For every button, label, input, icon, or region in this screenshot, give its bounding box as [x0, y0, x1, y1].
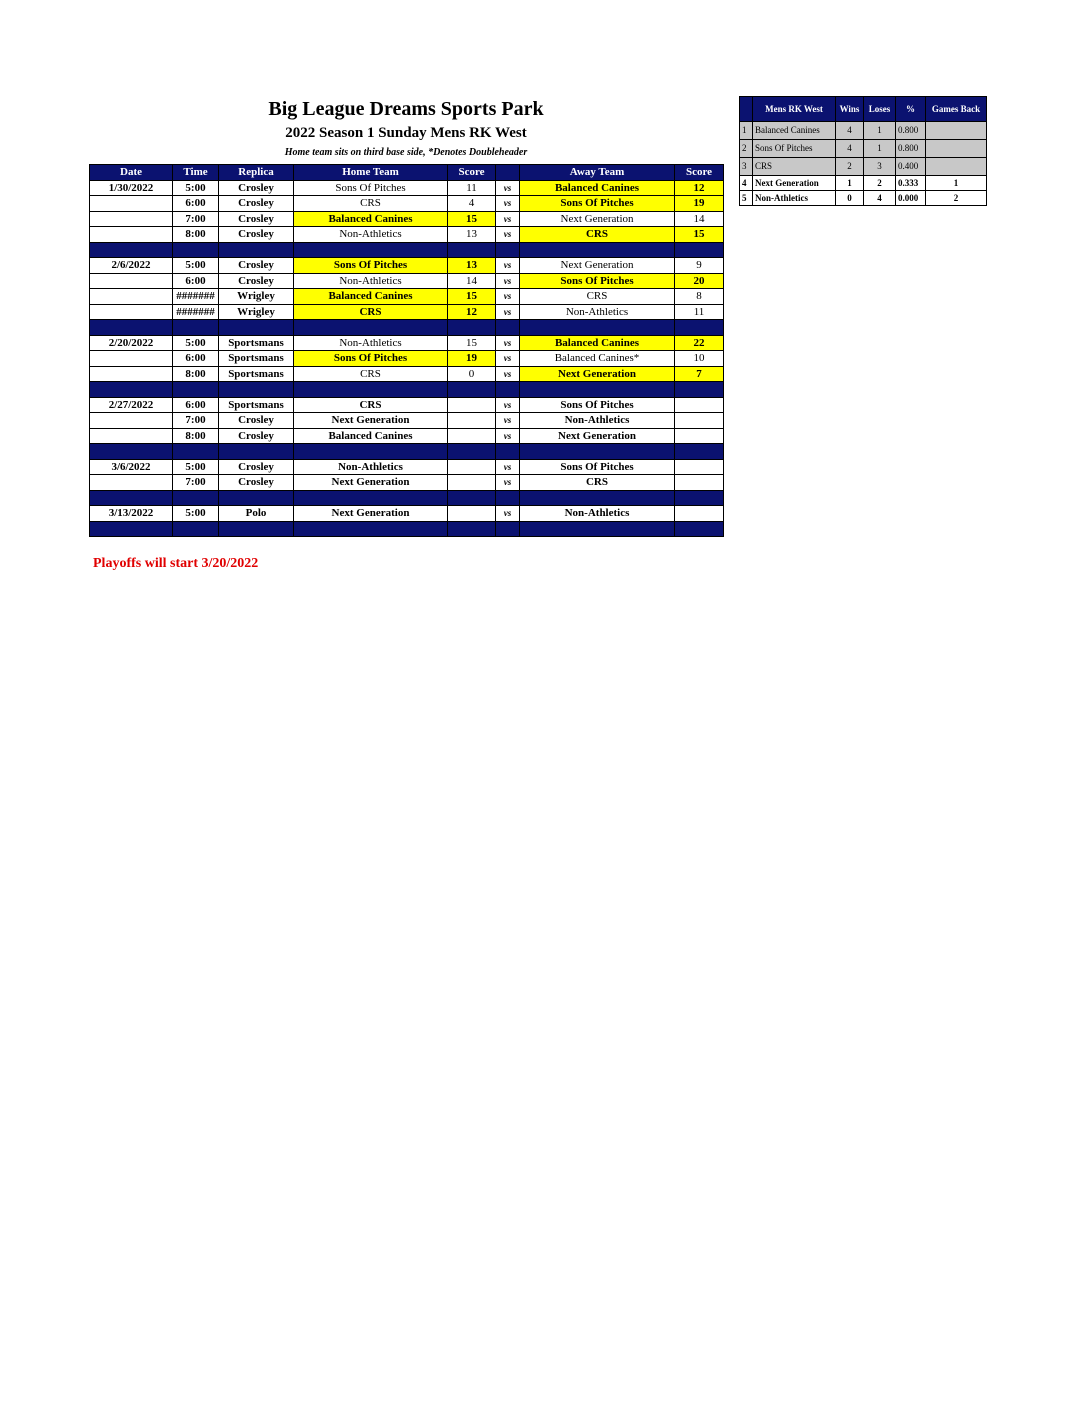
game-time: 6:00 — [173, 351, 219, 367]
separator-cell — [294, 490, 448, 506]
separator-cell — [520, 490, 675, 506]
home-team: CRS — [294, 397, 448, 413]
game-date — [90, 351, 173, 367]
page-title: Big League Dreams Sports Park — [268, 98, 544, 120]
standings-row — [740, 191, 987, 206]
separator-cell — [173, 382, 219, 398]
game-date — [90, 428, 173, 444]
team-wins: 4 — [836, 122, 864, 140]
home-score: 15 — [448, 289, 496, 305]
game-field: Crosley — [219, 258, 294, 274]
vs-label: vs — [496, 351, 520, 367]
vs-label: vs — [496, 366, 520, 382]
game-row — [90, 506, 724, 522]
separator-cell — [173, 490, 219, 506]
col-vs-header — [496, 165, 520, 181]
separator-cell — [520, 242, 675, 258]
home-score — [448, 506, 496, 522]
away-score: 7 — [675, 366, 724, 382]
away-team: Non-Athletics — [520, 506, 675, 522]
team-games-back — [926, 140, 987, 158]
col-away-team-header: Away Team — [520, 165, 675, 181]
home-team: Non-Athletics — [294, 227, 448, 243]
col-time-header: Time — [173, 165, 219, 181]
week-separator-row — [90, 521, 724, 537]
standings-division-header: Mens RK West — [753, 97, 836, 122]
home-score — [448, 413, 496, 429]
home-team: Sons Of Pitches — [294, 351, 448, 367]
game-row — [90, 273, 724, 289]
away-team: CRS — [520, 227, 675, 243]
game-field: Crosley — [219, 180, 294, 196]
team-rank: 3 — [740, 158, 753, 176]
schedule-body — [90, 180, 724, 537]
vs-label: vs — [496, 304, 520, 320]
team-name: Non-Athletics — [753, 191, 836, 206]
vs-label: vs — [496, 335, 520, 351]
vs-label: vs — [496, 413, 520, 429]
away-team: Sons Of Pitches — [520, 273, 675, 289]
separator-cell — [294, 521, 448, 537]
game-time: 6:00 — [173, 273, 219, 289]
home-team: Non-Athletics — [294, 459, 448, 475]
separator-cell — [219, 444, 294, 460]
game-time: 5:00 — [173, 459, 219, 475]
home-team: CRS — [294, 366, 448, 382]
game-field: Crosley — [219, 273, 294, 289]
game-time: 5:00 — [173, 180, 219, 196]
standings-wins-header: Wins — [836, 97, 864, 122]
separator-cell — [173, 521, 219, 537]
away-score — [675, 413, 724, 429]
home-team: Next Generation — [294, 413, 448, 429]
team-rank: 4 — [740, 176, 753, 191]
away-score: 8 — [675, 289, 724, 305]
game-date: 3/13/2022 — [90, 506, 173, 522]
home-score: 0 — [448, 366, 496, 382]
schedule-note: Home team sits on third base side, *Denotes Doubleheader — [284, 147, 528, 158]
game-time: ####### — [173, 304, 219, 320]
schedule-header-row — [90, 165, 724, 181]
separator-cell — [675, 320, 724, 336]
home-score: 15 — [448, 335, 496, 351]
away-team: Next Generation — [520, 366, 675, 382]
game-date: 3/6/2022 — [90, 459, 173, 475]
away-score — [675, 475, 724, 491]
game-time: 7:00 — [173, 475, 219, 491]
home-score: 14 — [448, 273, 496, 289]
home-score — [448, 397, 496, 413]
team-wins: 2 — [836, 158, 864, 176]
team-wins: 1 — [836, 176, 864, 191]
separator-cell — [675, 444, 724, 460]
separator-cell — [448, 242, 496, 258]
game-time: 7:00 — [173, 413, 219, 429]
col-home-team-header: Home Team — [294, 165, 448, 181]
game-row — [90, 227, 724, 243]
home-team: Non-Athletics — [294, 273, 448, 289]
game-date — [90, 196, 173, 212]
team-pct: 0.800 — [896, 140, 926, 158]
page-subtitle: 2022 Season 1 Sunday Mens RK West — [285, 125, 527, 141]
game-date: 2/20/2022 — [90, 335, 173, 351]
home-score: 19 — [448, 351, 496, 367]
team-loses: 4 — [864, 191, 896, 206]
game-time: 8:00 — [173, 366, 219, 382]
separator-cell — [90, 382, 173, 398]
separator-cell — [448, 382, 496, 398]
game-row — [90, 211, 724, 227]
separator-cell — [496, 521, 520, 537]
vs-label: vs — [496, 397, 520, 413]
col-date-header: Date — [90, 165, 173, 181]
separator-cell — [520, 521, 675, 537]
vs-label: vs — [496, 180, 520, 196]
game-row — [90, 196, 724, 212]
standings-gb-header: Games Back — [926, 97, 987, 122]
team-loses: 1 — [864, 122, 896, 140]
standings-row — [740, 176, 987, 191]
separator-cell — [294, 444, 448, 460]
vs-label: vs — [496, 196, 520, 212]
team-wins: 0 — [836, 191, 864, 206]
game-date — [90, 475, 173, 491]
vs-label: vs — [496, 475, 520, 491]
week-separator-row — [90, 490, 724, 506]
away-team: CRS — [520, 289, 675, 305]
game-date — [90, 413, 173, 429]
team-pct: 0.400 — [896, 158, 926, 176]
game-row — [90, 413, 724, 429]
game-date: 2/6/2022 — [90, 258, 173, 274]
week-separator-row — [90, 444, 724, 460]
week-separator-row — [90, 382, 724, 398]
separator-cell — [496, 444, 520, 460]
game-field: Crosley — [219, 227, 294, 243]
game-field: Sportsmans — [219, 397, 294, 413]
game-field: Sportsmans — [219, 351, 294, 367]
separator-cell — [675, 521, 724, 537]
away-score: 15 — [675, 227, 724, 243]
away-score: 9 — [675, 258, 724, 274]
team-games-back — [926, 122, 987, 140]
team-games-back — [926, 158, 987, 176]
separator-cell — [173, 242, 219, 258]
home-score: 12 — [448, 304, 496, 320]
away-team: Next Generation — [520, 211, 675, 227]
away-score: 11 — [675, 304, 724, 320]
game-field: Sportsmans — [219, 366, 294, 382]
away-team: Sons Of Pitches — [520, 196, 675, 212]
game-field: Crosley — [219, 196, 294, 212]
away-team: Balanced Canines* — [520, 351, 675, 367]
standings-body — [740, 122, 987, 206]
separator-cell — [173, 320, 219, 336]
week-separator-row — [90, 242, 724, 258]
separator-cell — [675, 382, 724, 398]
game-row — [90, 258, 724, 274]
separator-cell — [496, 382, 520, 398]
game-date — [90, 211, 173, 227]
separator-cell — [520, 444, 675, 460]
standings-rank-header — [740, 97, 753, 122]
team-name: Balanced Canines — [753, 122, 836, 140]
home-team: Balanced Canines — [294, 289, 448, 305]
game-row — [90, 289, 724, 305]
week-separator-row — [90, 320, 724, 336]
game-row — [90, 304, 724, 320]
game-field: Polo — [219, 506, 294, 522]
away-score: 12 — [675, 180, 724, 196]
home-team: Balanced Canines — [294, 211, 448, 227]
separator-cell — [219, 490, 294, 506]
home-score: 13 — [448, 227, 496, 243]
home-team: CRS — [294, 304, 448, 320]
separator-cell — [294, 242, 448, 258]
team-rank: 5 — [740, 191, 753, 206]
game-date: 1/30/2022 — [90, 180, 173, 196]
game-date — [90, 366, 173, 382]
game-time: 8:00 — [173, 227, 219, 243]
team-pct: 0.800 — [896, 122, 926, 140]
col-replica-header: Replica — [219, 165, 294, 181]
separator-cell — [496, 490, 520, 506]
home-team: Sons Of Pitches — [294, 258, 448, 274]
away-team: Balanced Canines — [520, 335, 675, 351]
team-rank: 1 — [740, 122, 753, 140]
game-time: 6:00 — [173, 397, 219, 413]
vs-label: vs — [496, 289, 520, 305]
game-field: Crosley — [219, 475, 294, 491]
game-time: 8:00 — [173, 428, 219, 444]
away-team: Non-Athletics — [520, 413, 675, 429]
game-date — [90, 227, 173, 243]
standings-pct-header: % — [896, 97, 926, 122]
separator-cell — [520, 320, 675, 336]
game-row — [90, 475, 724, 491]
standings-row — [740, 158, 987, 176]
separator-cell — [520, 382, 675, 398]
separator-cell — [90, 320, 173, 336]
game-field: Sportsmans — [219, 335, 294, 351]
playoffs-notice: Playoffs will start 3/20/2022 — [93, 556, 259, 571]
away-score: 19 — [675, 196, 724, 212]
away-score: 14 — [675, 211, 724, 227]
separator-cell — [496, 242, 520, 258]
game-field: Wrigley — [219, 304, 294, 320]
home-team: Sons Of Pitches — [294, 180, 448, 196]
separator-cell — [448, 490, 496, 506]
vs-label: vs — [496, 428, 520, 444]
game-field: Crosley — [219, 459, 294, 475]
team-name: CRS — [753, 158, 836, 176]
away-score: 20 — [675, 273, 724, 289]
home-score — [448, 475, 496, 491]
home-team: CRS — [294, 196, 448, 212]
game-row — [90, 397, 724, 413]
home-score: 11 — [448, 180, 496, 196]
game-row — [90, 428, 724, 444]
away-team: Sons Of Pitches — [520, 459, 675, 475]
away-team: CRS — [520, 475, 675, 491]
separator-cell — [496, 320, 520, 336]
separator-cell — [675, 490, 724, 506]
home-team: Balanced Canines — [294, 428, 448, 444]
team-loses: 3 — [864, 158, 896, 176]
separator-cell — [219, 320, 294, 336]
game-date — [90, 304, 173, 320]
game-row — [90, 180, 724, 196]
game-row — [90, 459, 724, 475]
game-time: ####### — [173, 289, 219, 305]
game-time: 5:00 — [173, 335, 219, 351]
separator-cell — [90, 490, 173, 506]
game-field: Crosley — [219, 211, 294, 227]
home-team: Next Generation — [294, 475, 448, 491]
separator-cell — [294, 382, 448, 398]
game-row — [90, 366, 724, 382]
away-score — [675, 428, 724, 444]
game-time: 7:00 — [173, 211, 219, 227]
separator-cell — [90, 521, 173, 537]
away-score: 22 — [675, 335, 724, 351]
standings-row — [740, 122, 987, 140]
team-loses: 2 — [864, 176, 896, 191]
game-row — [90, 335, 724, 351]
away-score — [675, 506, 724, 522]
home-team: Non-Athletics — [294, 335, 448, 351]
standings-header-row — [740, 97, 987, 122]
game-date: 2/27/2022 — [90, 397, 173, 413]
game-time: 6:00 — [173, 196, 219, 212]
team-rank: 2 — [740, 140, 753, 158]
away-score — [675, 397, 724, 413]
home-score — [448, 459, 496, 475]
separator-cell — [90, 444, 173, 460]
col-away-score-header: Score — [675, 165, 724, 181]
team-name: Next Generation — [753, 176, 836, 191]
team-wins: 4 — [836, 140, 864, 158]
home-score: 13 — [448, 258, 496, 274]
separator-cell — [675, 242, 724, 258]
away-team: Balanced Canines — [520, 180, 675, 196]
team-pct: 0.000 — [896, 191, 926, 206]
standings-row — [740, 140, 987, 158]
separator-cell — [173, 444, 219, 460]
separator-cell — [219, 382, 294, 398]
vs-label: vs — [496, 258, 520, 274]
separator-cell — [294, 320, 448, 336]
vs-label: vs — [496, 506, 520, 522]
separator-cell — [90, 242, 173, 258]
schedule-table — [89, 164, 724, 537]
standings-table — [739, 96, 987, 206]
vs-label: vs — [496, 211, 520, 227]
away-score — [675, 459, 724, 475]
game-time: 5:00 — [173, 506, 219, 522]
vs-label: vs — [496, 459, 520, 475]
away-team: Next Generation — [520, 258, 675, 274]
vs-label: vs — [496, 227, 520, 243]
home-score — [448, 428, 496, 444]
away-team: Non-Athletics — [520, 304, 675, 320]
away-team: Sons Of Pitches — [520, 397, 675, 413]
game-field: Crosley — [219, 428, 294, 444]
vs-label: vs — [496, 273, 520, 289]
team-pct: 0.333 — [896, 176, 926, 191]
col-home-score-header: Score — [448, 165, 496, 181]
separator-cell — [448, 320, 496, 336]
game-field: Crosley — [219, 413, 294, 429]
team-games-back: 2 — [926, 191, 987, 206]
separator-cell — [448, 521, 496, 537]
game-field: Wrigley — [219, 289, 294, 305]
game-date — [90, 273, 173, 289]
standings-loses-header: Loses — [864, 97, 896, 122]
game-time: 5:00 — [173, 258, 219, 274]
separator-cell — [448, 444, 496, 460]
away-team: Next Generation — [520, 428, 675, 444]
separator-cell — [219, 242, 294, 258]
game-row — [90, 351, 724, 367]
home-score: 4 — [448, 196, 496, 212]
away-score: 10 — [675, 351, 724, 367]
team-games-back: 1 — [926, 176, 987, 191]
home-team: Next Generation — [294, 506, 448, 522]
separator-cell — [219, 521, 294, 537]
game-date — [90, 289, 173, 305]
home-score: 15 — [448, 211, 496, 227]
team-name: Sons Of Pitches — [753, 140, 836, 158]
team-loses: 1 — [864, 140, 896, 158]
